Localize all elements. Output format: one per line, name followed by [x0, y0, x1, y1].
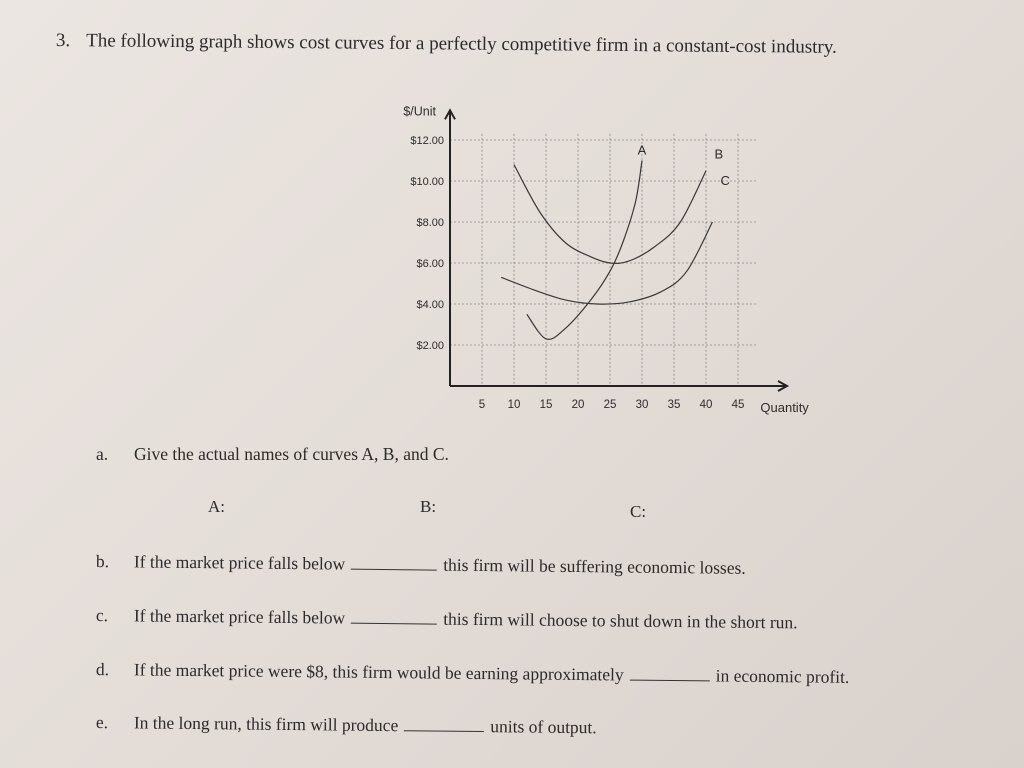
part-e-after: units of output.	[490, 716, 597, 738]
part-a-letter: a.	[96, 444, 109, 464]
part-d-after: in economic profit.	[715, 665, 850, 687]
part-d-letter: d.	[95, 659, 110, 680]
chart-curves	[501, 161, 712, 340]
part-c-letter: c.	[95, 605, 109, 626]
part-e-letter: e.	[95, 712, 109, 733]
answer-b-label: B:	[420, 497, 437, 516]
answer-a-label: A:	[208, 497, 225, 516]
part-a	[96, 444, 449, 465]
curve-label-a: A	[637, 142, 647, 158]
x-tick-label: 40	[699, 399, 713, 411]
part-d-before: If the market price were $8, this firm would be earning approximately	[133, 659, 624, 685]
part-c	[96, 605, 798, 633]
part-d	[96, 659, 850, 688]
y-tick-label: $8.00	[416, 217, 444, 229]
part-c-after: this firm will choose to shut down in the short run.	[443, 608, 798, 633]
y-tick-label: $2.00	[416, 340, 444, 352]
chart-grid	[450, 134, 757, 386]
x-tick-label: 10	[507, 399, 521, 411]
x-tick-label: 20	[571, 399, 585, 411]
part-d-blank[interactable]	[630, 679, 710, 682]
part-c-blank[interactable]	[351, 622, 437, 625]
question-prompt: The following graph shows cost curves for a perfectly competitive firm in a constant-cost industry.	[86, 30, 837, 58]
x-tick-label: 30	[635, 399, 649, 411]
x-tick-label: 15	[539, 399, 553, 411]
x-tick-label: 45	[731, 399, 745, 411]
answer-c-label: C:	[630, 502, 647, 521]
part-b-before: If the market price falls below	[133, 551, 346, 574]
part-e-before: In the long run, this firm will produce	[133, 712, 399, 736]
y-tick-label: $12.00	[410, 135, 444, 147]
part-b-after: this firm will be suffering economic losses.	[443, 554, 746, 578]
curve-a	[527, 161, 642, 340]
part-e-blank[interactable]	[404, 729, 484, 732]
y-tick-label: $4.00	[416, 299, 444, 311]
curve-label-b: B	[714, 146, 724, 162]
part-a-text: Give the actual names of curves A, B, and C.	[134, 444, 449, 464]
x-axis-title: Quantity	[760, 400, 809, 415]
part-b	[96, 551, 746, 579]
part-c-before: If the market price falls below	[133, 605, 346, 628]
x-tick-label: 35	[667, 399, 681, 411]
y-tick-label: $10.00	[410, 176, 444, 188]
question-number: 3.	[55, 30, 71, 52]
x-tick-label: 25	[603, 399, 617, 411]
x-tick-label: 5	[478, 399, 486, 411]
part-b-blank[interactable]	[351, 568, 437, 571]
y-axis-title: $/Unit	[403, 104, 436, 119]
y-tick-label: $6.00	[416, 258, 444, 270]
curve-label-c: C	[720, 173, 730, 189]
chart-axes	[403, 104, 809, 415]
part-e	[96, 712, 597, 738]
part-b-letter: b.	[95, 551, 110, 572]
